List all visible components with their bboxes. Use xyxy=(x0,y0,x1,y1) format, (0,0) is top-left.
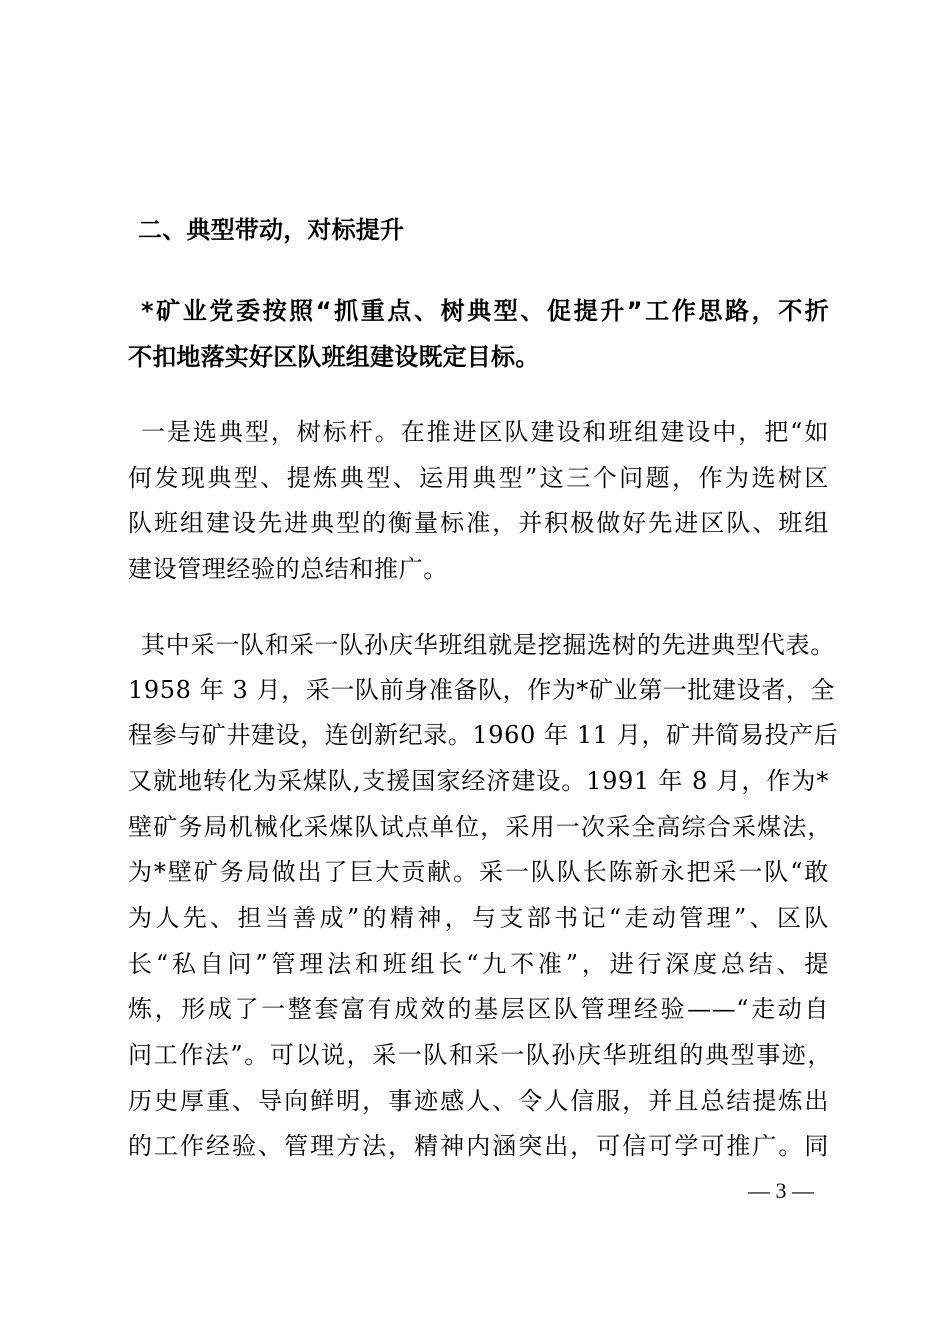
paragraph-line: 建设管理经验的总结和推广。 xyxy=(128,555,448,583)
paragraph-line: 队班组建设先进典型的衡量标准，并积极做好先进区队、班组 xyxy=(128,509,829,537)
paragraph-line: 1958 年 3 月，采一队前身准备队，作为*矿业第一批建设者，全 xyxy=(128,676,836,704)
paragraph-line: 程参与矿井建设，连创新纪录。1960 年 11 月，矿井简易投产后 xyxy=(128,721,839,749)
paragraph-line: 历史厚重、导向鲜明，事迹感人、令人信服，并且总结提炼出 xyxy=(128,1087,829,1115)
paragraph-line: 一是选典型，树标杆。在推进区队建设和班组建设中，把“如 xyxy=(141,418,829,446)
paragraph-line: 的工作经验、管理方法，精神内涵突出，可信可学可推广。同 xyxy=(128,1132,829,1160)
paragraph-line: 不扣地落实好区队班组建设既定目标。 xyxy=(128,343,540,371)
paragraph-line: 为*壁矿务局做出了巨大贡献。采一队队长陈新永把采一队“敢 xyxy=(128,858,829,886)
paragraph-line: 为人先、担当善成”的精神，与支部书记“走动管理”、区队 xyxy=(128,904,829,932)
section-heading: 二、典型带动，对标提升 xyxy=(138,216,405,244)
paragraph-line: 何发现典型、提炼典型、运用典型”这三个问题，作为选树区 xyxy=(128,464,829,492)
paragraph-line: 其中采一队和采一队孙庆华班组就是挖掘选树的先进典型代表。 xyxy=(141,631,835,659)
page-number: — 3 — xyxy=(748,1178,814,1203)
paragraph-line: 又就地转化为采煤队,支援国家经济建设。1991 年 8 月，作为* xyxy=(128,767,829,795)
paragraph-line: 炼，形成了一整套富有成效的基层区队管理经验——“走动自 xyxy=(128,995,829,1023)
paragraph-line: 壁矿务局机械化采煤队试点单位，采用一次采全高综合采煤法， xyxy=(128,813,832,841)
paragraph-line: *矿业党委按照“抓重点、树典型、促提升”工作思路，不折 xyxy=(141,297,829,325)
paragraph-line: 长“私自问”管理法和班组长“九不准”，进行深度总结、提 xyxy=(128,950,829,978)
paragraph-line: 问工作法”。可以说，采一队和采一队孙庆华班组的典型事迹， xyxy=(128,1041,832,1069)
